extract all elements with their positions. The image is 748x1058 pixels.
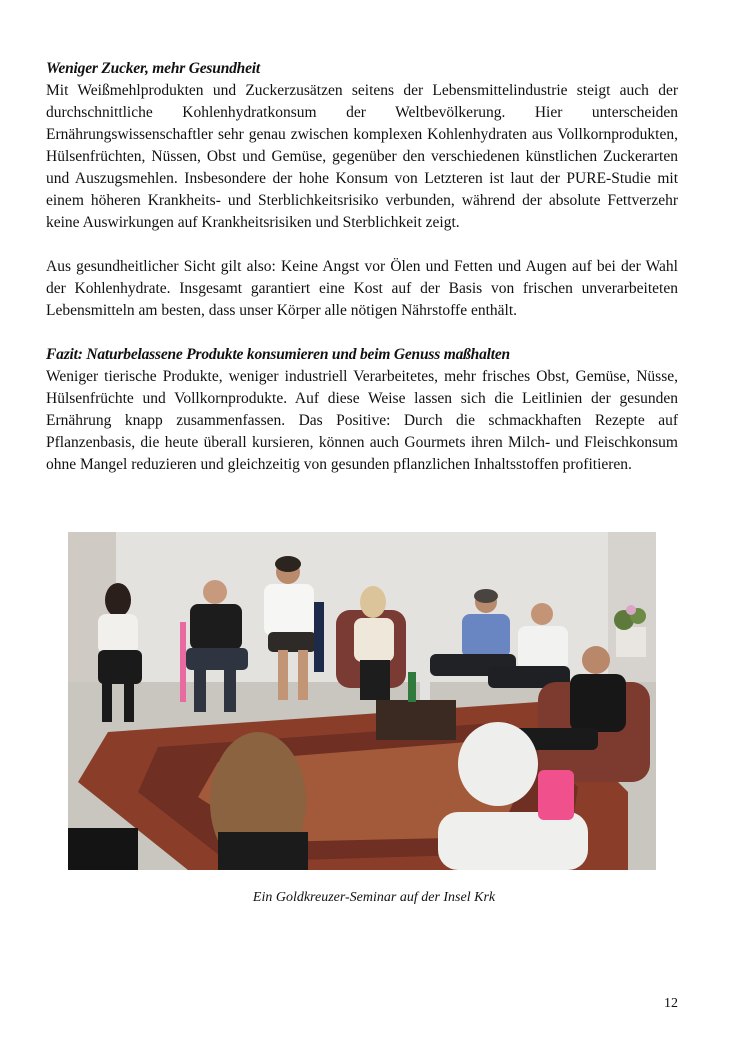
- paragraph-conclusion: Weniger tierische Produkte, weniger industriell Verarbeitetes, mehr frisches Obst, Gemüse, Nüsse, Hülsenfrüchte und Vollkornprodukte. Auf diese Weise lassen sich die Leitlinien der gesunden Ernährung knapp zusammenfassen. Das Positive: Durch die schmackhaften Rezepte auf Pflanzenbasis, die heute überall kursieren, können auch Gourmets ihren Milch- und Fleischkonsum ohne Mangel reduzieren und gleichzeitig von gesunden pflanzlichen Inhaltsstoffen profitieren.: [46, 368, 678, 473]
- document-body: [46, 58, 678, 476]
- section-heading-sugar: Weniger Zucker, mehr Gesundheit: [46, 60, 260, 77]
- paragraph-carbohydrates: Mit Weißmehlprodukten und Zuckerzusätzen seitens der Lebensmittelindustrie steigt auch der durchschnittliche Kohlenhydratkonsum der Weltbevölkerung. Hier unterscheiden Ernährungswissenschaftler sehr genau zwischen komplexen Kohlenhydraten aus Vollkornprodukten, Hülsenfrüchten, Nüssen, Obst und Gemüse, gegenüber den verschiedenen künstlichen Zuckerarten und Auszugsmehlen. Insbesondere der hohe Konsum von Letzteren ist laut der PURE-Studie mit einem höheren Krankheits- und Sterblichkeitsrisiko verbunden, während der absolute Fettverzehr keine Auswirkungen auf Krankheitsrisiken und Sterblichkeit zeigt.: [46, 82, 678, 231]
- paragraph-spacer: [46, 322, 678, 344]
- page-number: 12: [664, 996, 678, 1011]
- seminar-photo: [68, 532, 656, 870]
- paragraph-fats: Aus gesundheitlicher Sicht gilt also: Keine Angst vor Ölen und Fetten und Augen auf bei der Wahl der Kohlenhydrate. Insgesamt garantiert eine Kost auf der Basis von frischen unverarbeiteten Lebensmitteln am besten, dass unser Körper alle nötigen Nährstoffe enthält.: [46, 258, 678, 319]
- paragraph-spacer: [46, 234, 678, 256]
- figure-caption: Ein Goldkreuzer-Seminar auf der Insel Krk: [252, 890, 496, 905]
- section-heading-conclusion: Fazit: Naturbelassene Produkte konsumieren und beim Genuss maßhalten: [46, 346, 510, 363]
